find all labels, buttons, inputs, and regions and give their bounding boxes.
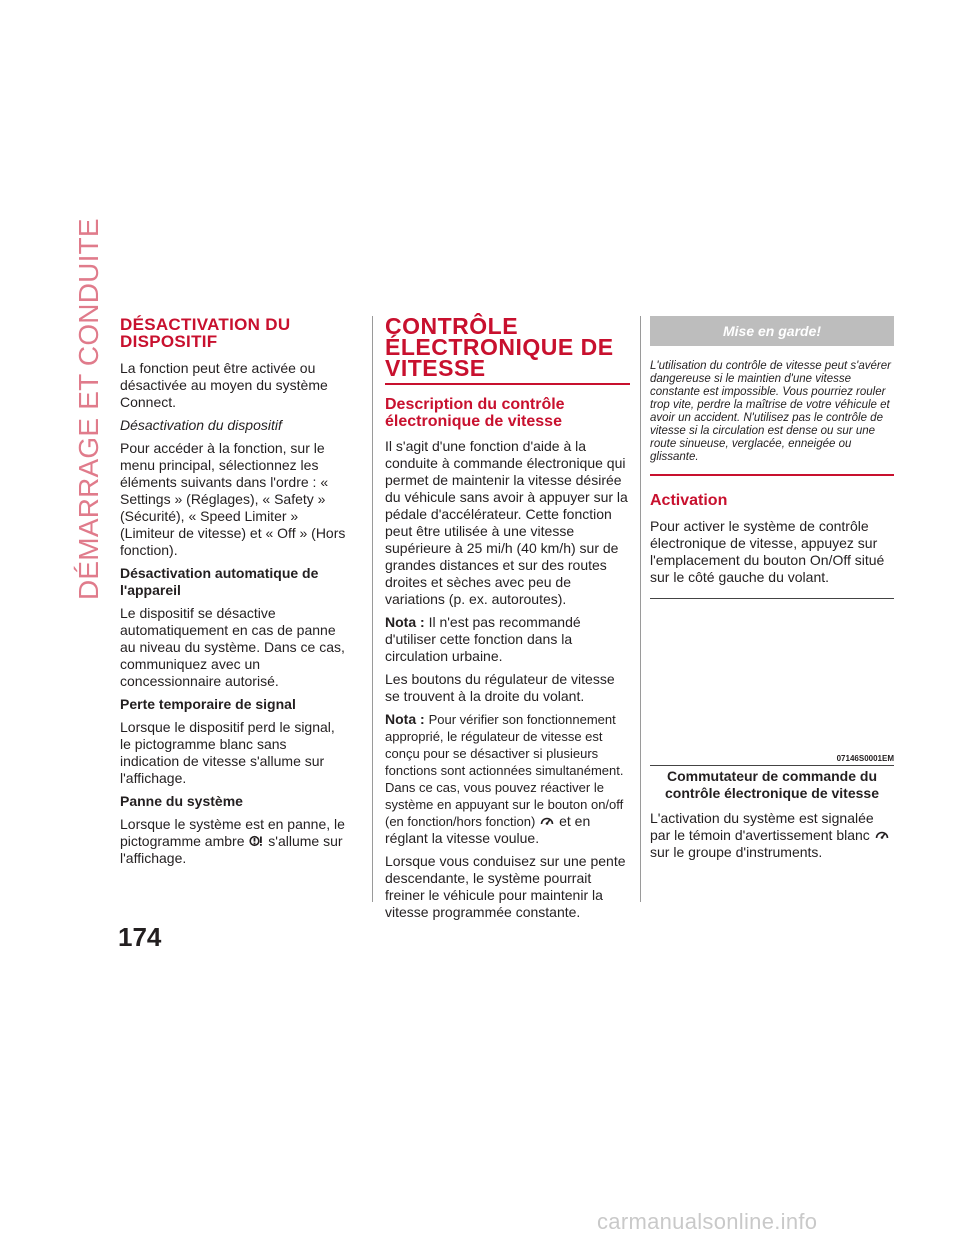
column-divider xyxy=(640,316,641,902)
cruise-control-icon xyxy=(875,829,889,841)
paragraph-text: L'activation du système est signalée par le témoin d'avertissement blanc xyxy=(650,810,874,843)
paragraph: Les boutons du régulateur de vitesse se trouvent à la droite du volant. xyxy=(385,671,615,704)
paragraph: Le dispositif se désactive automatiquement en cas de panne au niveau du système. Dans ce cas, communiquez avec un concessionnaire autorisé. xyxy=(120,605,345,689)
nota-text: et en réglant la vitesse voulue. xyxy=(385,813,591,846)
figure-caption: Commutateur de commande du contrôle électronique de vitesse xyxy=(665,768,879,801)
paragraph-activation-indicator xyxy=(650,810,894,861)
watermark: carmanualsonline.info xyxy=(597,1209,818,1234)
paragraph: Pour accéder à la fonction, sur le menu principal, sélectionnez les éléments suivants dans l'ordre : « Settings » (Réglages), « Safety » (Sécurité), « Speed Limiter » (Limiteur de vitesse) et « Off » (Hors fonction). xyxy=(120,440,346,558)
subheading-system-failure: Panne du système xyxy=(120,793,243,809)
column-2 xyxy=(385,313,630,927)
paragraph-text: Lorsque le système est en panne, le pictogramme ambre xyxy=(120,816,345,849)
subheading-activation: Activation xyxy=(650,492,728,509)
warning-text: L'utilisation du contrôle de vitesse peut s'avérer dangereuse si le maintien d'une vitesse constante est impossible. Vous pourriez rouler trop vite, perdre la maîtrise de votre véhicule et avoir un accident. N'utilisez pas le contrôle de vitesse si la circulation est dense ou sur une route sinueuse, verglacée, enneigée ou glissante. xyxy=(650,346,894,476)
paragraph: Pour activer le système de contrôle électronique de vitesse, appuyez sur l'emplacement du bouton On/Off situé sur le côté gauche du volant. xyxy=(650,518,885,585)
chapter-side-tab xyxy=(68,218,110,600)
paragraph: Lorsque vous conduisez sur une pente descendante, le système pourrait freiner le véhicule pour maintenir la vitesse programmée constante. xyxy=(385,853,626,920)
section-heading-deactivation: DÉSACTIVATION DU DISPOSITIF xyxy=(120,315,291,351)
chapter-side-tab-label: DÉMARRAGE ET CONDUITE xyxy=(73,218,104,600)
warning-title: Mise en garde! xyxy=(650,316,894,346)
subheading-auto-deactivation: Désactivation automatique de l'appareil xyxy=(120,565,319,598)
paragraph: Il s'agit d'une fonction d'aide à la conduite à commande électronique qui permet de maintenir la vitesse désirée du véhicule sans avoir à appuyer sur la pédale d'accélérateur. Cette fonction peut être utilisée à une vitesse supérieure à 25 mi/h (40 km/h) sur de grandes distances et sur des routes droites et sèches avec peu de variations (p. ex. autoroutes). xyxy=(385,438,628,607)
chapter-heading-cruise-control: CONTRÔLE ÉLECTRONIQUE DE VITESSE xyxy=(385,316,630,385)
column-1 xyxy=(120,316,348,873)
paragraph-text: s'allume sur l'affichage. xyxy=(120,833,343,866)
column-3 xyxy=(650,316,894,867)
paragraph: Lorsque le dispositif perd le signal, le pictogramme blanc sans indication de vitesse s'allume sur l'affichage. xyxy=(120,719,335,786)
figure-code: 07146S0001EM xyxy=(650,754,894,766)
warning-box xyxy=(650,316,894,476)
subheading-description: Description du contrôle électronique de vitesse xyxy=(385,396,565,430)
column-divider xyxy=(372,316,373,902)
cruise-control-icon xyxy=(540,815,554,827)
paragraph: La fonction peut être activée ou désactivée au moyen du système Connect. xyxy=(120,360,328,410)
italic-subheading: Désactivation du dispositif xyxy=(120,417,282,433)
figure-placeholder xyxy=(650,599,894,754)
nota-paragraph xyxy=(385,614,630,665)
nota-text: Il n'est pas recommandé d'utiliser cette fonction dans la circulation urbaine. xyxy=(385,614,581,664)
paragraph-text: sur le groupe d'instruments. xyxy=(650,844,823,860)
nota-text: Pour vérifier son fonctionnement approprié, le régulateur de vitesse est conçu pour se désactiver si plusieurs fonctions sont actionnées simultanément. Dans ce cas, vous pouvez réactiver le système en appuyant sur le bouton on/off (en fonction/hors fonction) xyxy=(385,712,624,829)
nota-paragraph xyxy=(385,711,630,847)
page-number: 174 xyxy=(118,922,162,952)
paragraph-system-failure xyxy=(120,816,348,867)
nota-label: Nota : xyxy=(385,614,425,630)
nota-label: Nota : xyxy=(385,711,425,727)
speed-limiter-warning-icon xyxy=(249,835,263,847)
subheading-signal-loss: Perte temporaire de signal xyxy=(120,696,296,712)
